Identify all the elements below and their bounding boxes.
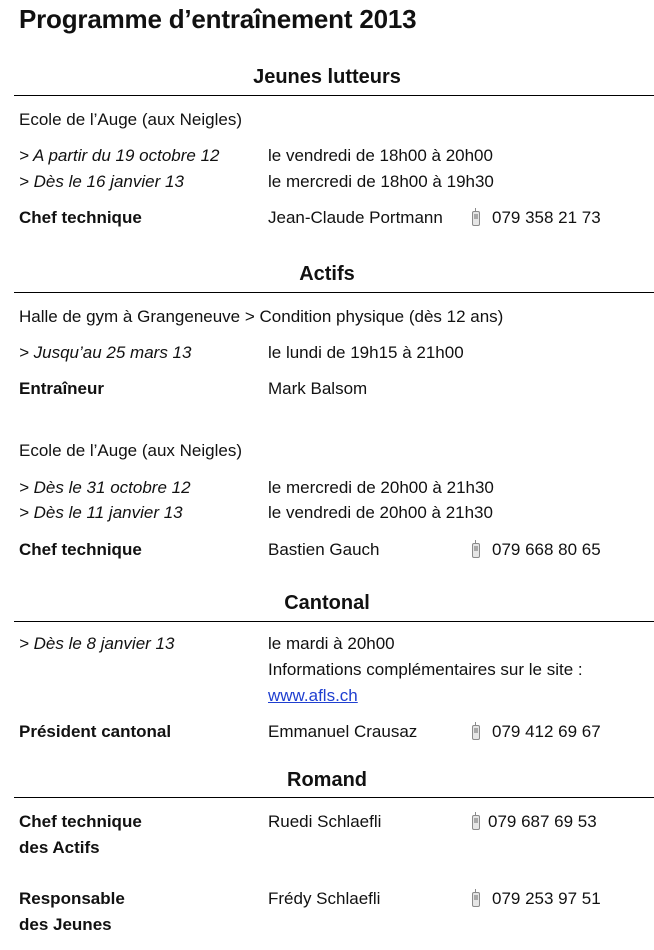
contact-phone: 079 687 69 53 [488, 812, 597, 831]
location-actifs-1: Halle de gym à Grangeneuve > Condition physique (dès 12 ans) [19, 307, 504, 326]
mobile-phone-icon [472, 211, 480, 226]
contact-name: Bastien Gauch [268, 540, 380, 559]
schedule-time: le lundi de 19h15 à 21h00 [268, 343, 464, 362]
mobile-phone-icon [472, 815, 480, 830]
section-divider [14, 95, 654, 96]
contact-role: Entraîneur [19, 379, 105, 398]
schedule-period: > Dès le 16 janvier 13 [19, 172, 184, 191]
contact-name: Frédy Schlaefli [268, 889, 381, 908]
contact-role: Président cantonal [19, 722, 172, 741]
mobile-phone-icon [472, 725, 480, 740]
section-divider [14, 621, 654, 622]
contact-name: Mark Balsom [268, 379, 368, 398]
contact-role: des Jeunes [19, 915, 112, 934]
schedule-time: le mardi à 20h00 [268, 634, 395, 653]
section-divider [14, 797, 654, 798]
mobile-phone-icon [472, 543, 480, 558]
schedule-period: > Dès le 11 janvier 13 [19, 503, 183, 522]
section-heading-cantonal: Cantonal [284, 592, 370, 614]
contact-role: Chef technique [19, 540, 142, 559]
schedule-period: > A partir du 19 octobre 12 [19, 146, 220, 165]
page-title: Programme d’entraînement 2013 [19, 4, 417, 34]
contact-role: Chef technique [19, 812, 142, 831]
contact-phone: 079 412 69 67 [492, 722, 601, 741]
section-heading-actifs: Actifs [299, 263, 355, 285]
section-heading-romand: Romand [287, 769, 367, 791]
schedule-period: > Dès le 8 janvier 13 [19, 634, 175, 653]
contact-role: des Actifs [19, 838, 100, 857]
contact-phone: 079 253 97 51 [492, 889, 601, 908]
contact-name: Emmanuel Crausaz [268, 722, 418, 741]
website-link[interactable]: www.afls.ch [268, 686, 358, 705]
section-heading-jeunes: Jeunes lutteurs [253, 66, 401, 88]
contact-phone: 079 358 21 73 [492, 208, 601, 227]
schedule-period: > Jusqu’au 25 mars 13 [19, 343, 192, 362]
info-text: Informations complémentaires sur le site : [268, 660, 583, 679]
schedule-time: le vendredi de 20h00 à 21h30 [268, 503, 493, 522]
mobile-phone-icon [472, 892, 480, 907]
location-actifs-2: Ecole de l’Auge (aux Neigles) [19, 441, 243, 460]
schedule-period: > Dès le 31 octobre 12 [19, 478, 191, 497]
contact-name: Ruedi Schlaefli [268, 812, 382, 831]
schedule-time: le mercredi de 20h00 à 21h30 [268, 478, 494, 497]
contact-phone: 079 668 80 65 [492, 540, 601, 559]
location-jeunes: Ecole de l’Auge (aux Neigles) [19, 110, 243, 129]
contact-name: Jean-Claude Portmann [268, 208, 443, 227]
schedule-time: le vendredi de 18h00 à 20h00 [268, 146, 493, 165]
contact-role: Chef technique [19, 208, 142, 227]
schedule-time: le mercredi de 18h00 à 19h30 [268, 172, 494, 191]
contact-role: Responsable [19, 889, 125, 908]
section-divider [14, 292, 654, 293]
